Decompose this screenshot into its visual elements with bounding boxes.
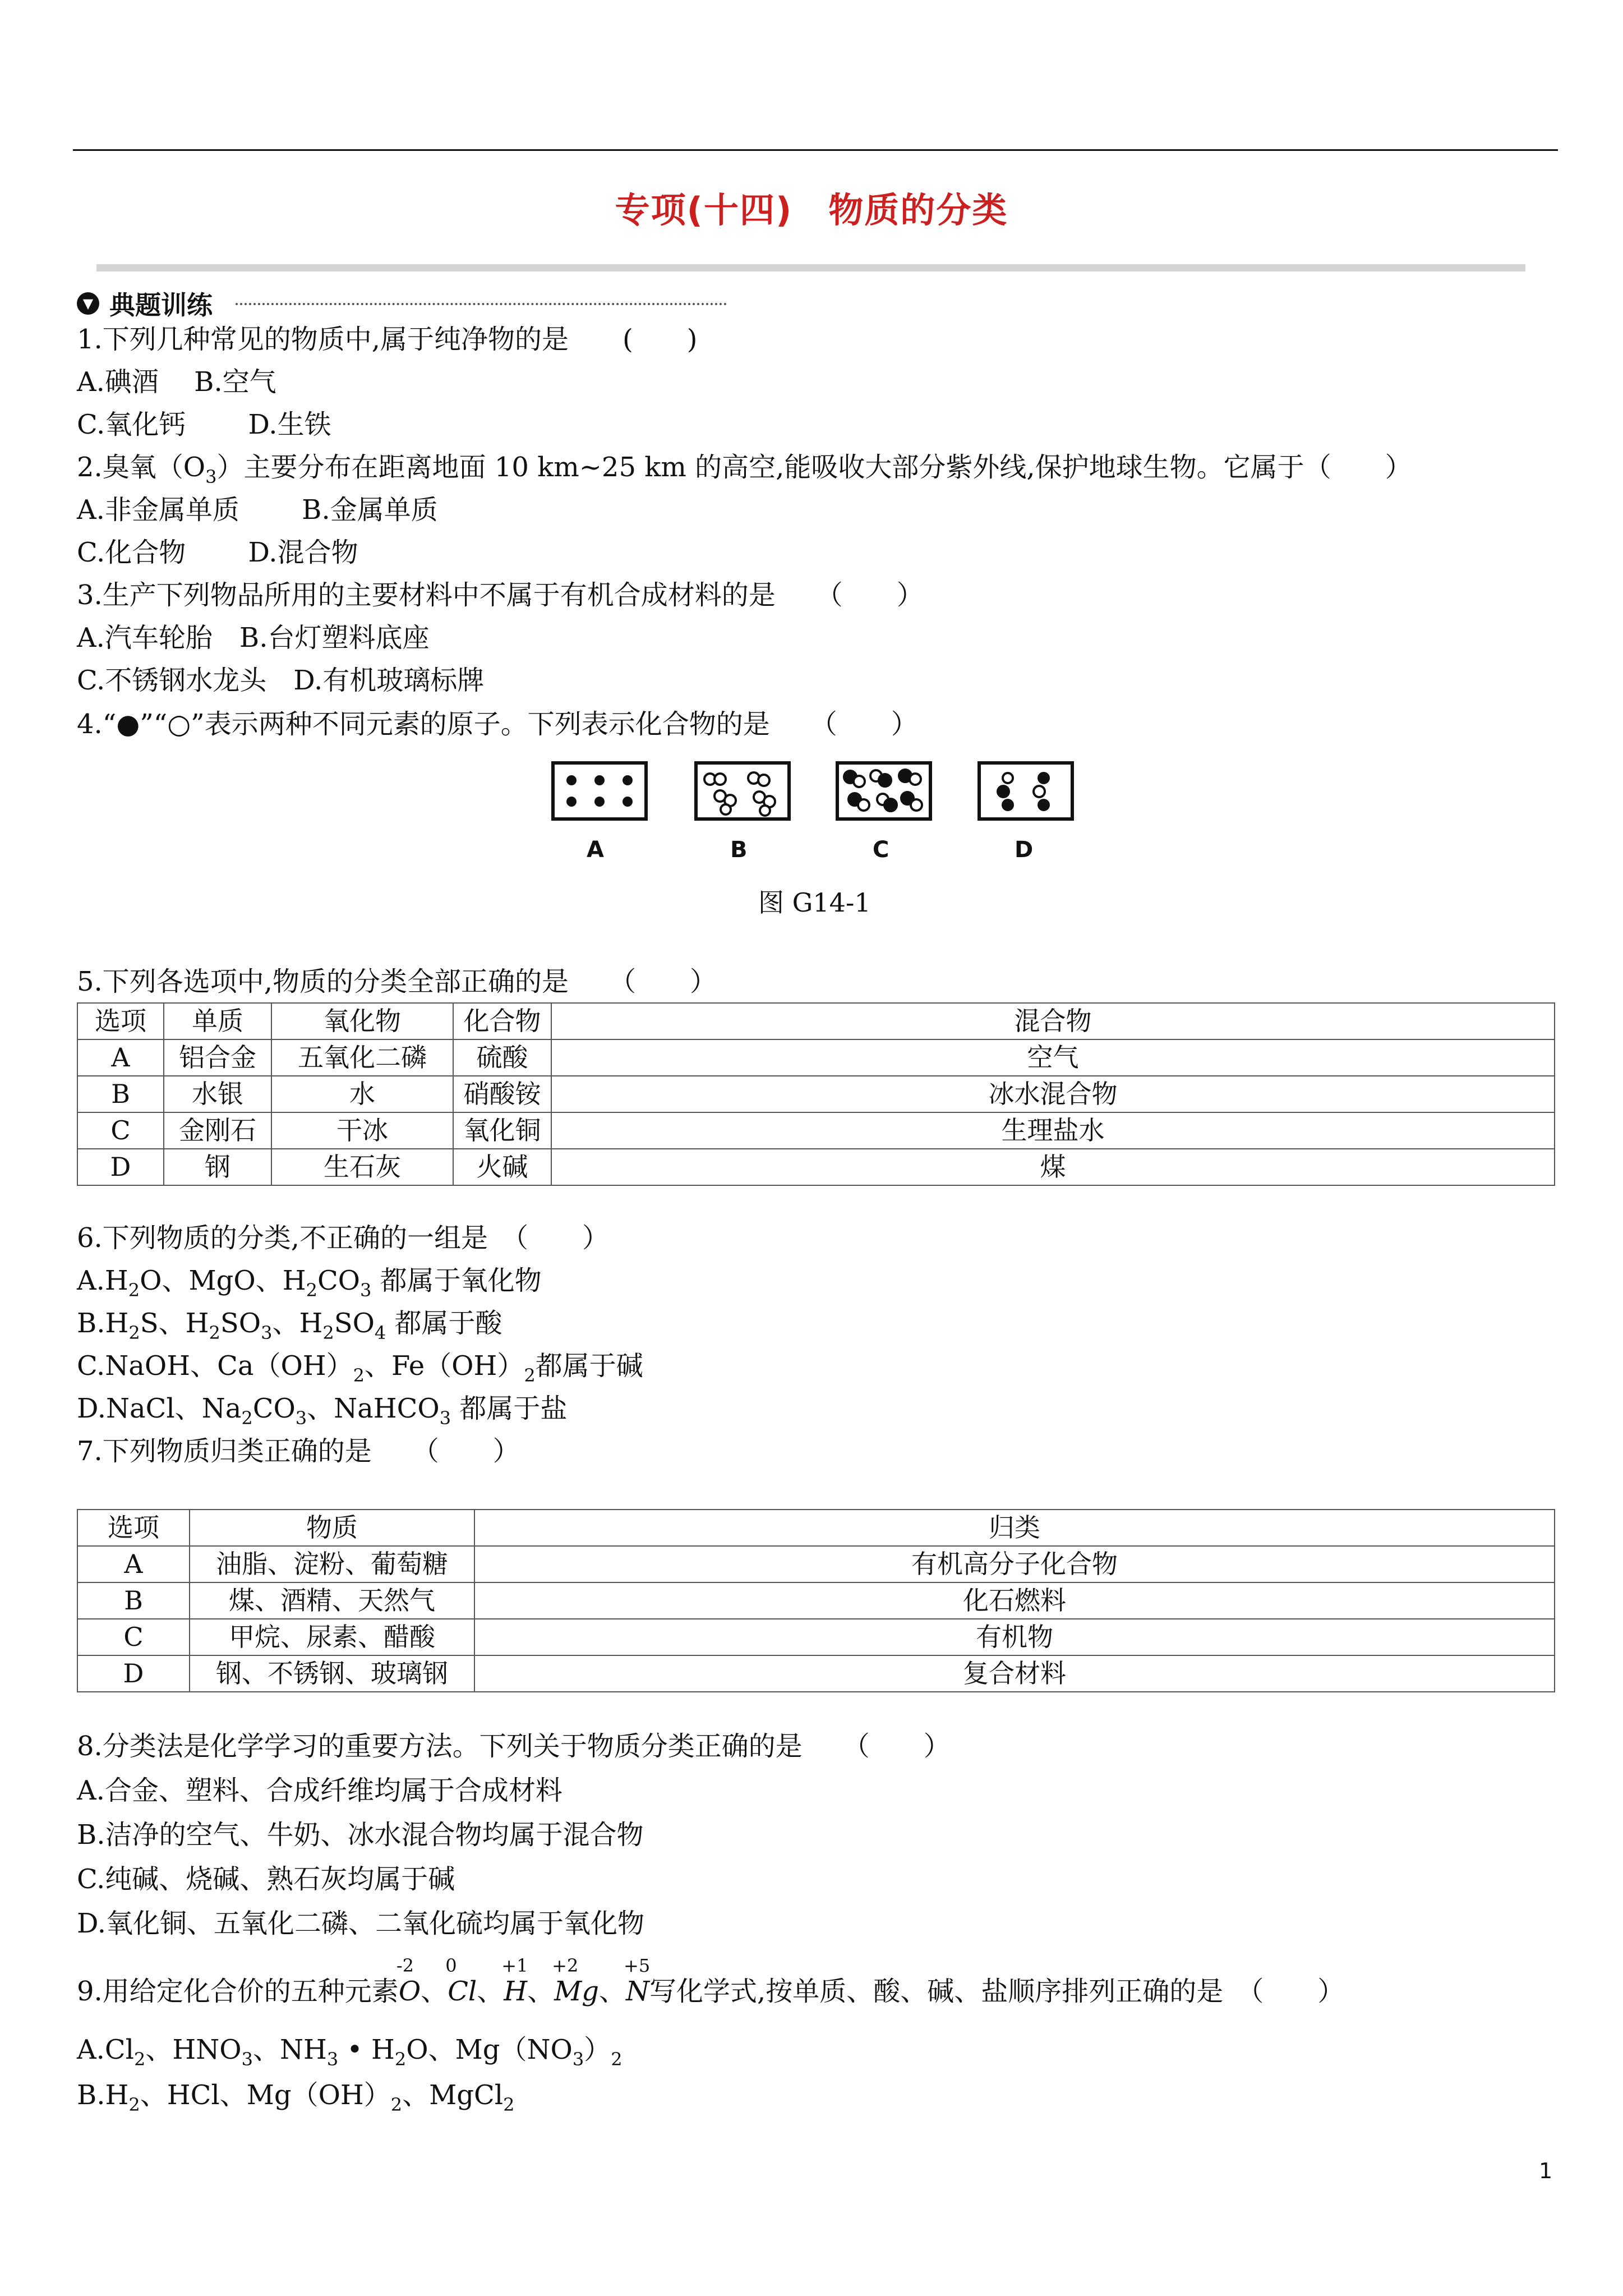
section-label: 典题训练 <box>109 290 213 320</box>
option-label-b: B <box>730 837 748 863</box>
table-cell: 铝合金 <box>164 1039 271 1076</box>
triangle-down-icon: ▼ <box>77 292 99 315</box>
page-number: 1 <box>1539 2159 1553 2183</box>
q8-option-b: B.洁净的空气、牛奶、冰水混合物均属于混合物 <box>77 1819 644 1851</box>
table-cell: 火碱 <box>453 1149 551 1185</box>
table-row <box>77 1619 1555 1655</box>
molecule-box-d <box>978 761 1074 821</box>
q5-table <box>77 1002 1555 1186</box>
option-label-c: C <box>873 837 889 863</box>
table-cell: 硝酸铵 <box>453 1076 551 1112</box>
table-cell: D <box>77 1149 164 1185</box>
q6-option-a: $A.H_2O$、MgO、$H_2CO_3$ 都属于氧化物 <box>77 1265 542 1301</box>
table-row <box>77 1655 1555 1692</box>
header-cell: 单质 <box>164 1003 271 1039</box>
table-cell: 钢、不锈钢、玻璃钢 <box>190 1655 474 1692</box>
header-cell: 物质 <box>190 1510 474 1546</box>
q9-stem: 9.用给定化合价的五种元素 -2 O、 0 Cl、 +1 H、 +2 Mg、 +5 N写化学式,按单质、酸、碱、盐顺序排列正确的是 （ ） <box>77 1955 1345 2007</box>
q8-option-a: A.合金、塑料、合成纤维均属于合成材料 <box>77 1775 562 1806</box>
q8-option-d: D.氧化铜、五氧化二磷、二氧化硫均属于氧化物 <box>77 1908 645 1939</box>
dotted-rule <box>236 303 727 305</box>
table-row <box>77 1112 1555 1149</box>
table-cell: 生理盐水 <box>551 1112 1555 1149</box>
table-cell: 水银 <box>164 1076 271 1112</box>
q6-option-c: C.NaOH、$Ca(OH)_2$、$Fe(OH)_2$都属于碱 <box>77 1350 643 1386</box>
q8-stem: 8.分类法是化学学习的重要方法。下列关于物质分类正确的是 （ ） <box>77 1731 951 1762</box>
q7-stem: 7.下列物质归类正确的是 （ ） <box>77 1435 520 1467</box>
table-row <box>77 1149 1555 1185</box>
section-header <box>77 287 213 320</box>
table-cell: 硫酸 <box>453 1039 551 1076</box>
q4-stem: 4.“●”“○”表示两种不同元素的原子。下列表示化合物的是 （ ） <box>77 708 918 740</box>
molecule-diagram-a <box>555 765 644 817</box>
q8-option-c: C.纯碱、烧碱、熟石灰均属于碱 <box>77 1864 455 1895</box>
table-row <box>77 1582 1555 1619</box>
q5-stem: 5.下列各选项中,物质的分类全部正确的是 （ ） <box>77 966 717 997</box>
q2-options-cd: C.化合物 D.混合物 <box>77 537 358 568</box>
table-cell: 油脂、淀粉、葡萄糖 <box>190 1546 474 1582</box>
table-cell: D <box>77 1655 190 1692</box>
table-cell: 金刚石 <box>164 1112 271 1149</box>
table-cell: A <box>77 1546 190 1582</box>
molecule-diagram-b <box>698 765 787 817</box>
table-cell: 氧化铜 <box>453 1112 551 1149</box>
table-cell: 复合材料 <box>474 1655 1555 1692</box>
table-cell: 有机高分子化合物 <box>474 1546 1555 1582</box>
table-cell: C <box>77 1619 190 1655</box>
table-row <box>77 1076 1555 1112</box>
element-cl: 0 Cl <box>445 1955 477 2007</box>
molecule-diagram-d <box>981 765 1071 817</box>
header-cell: 归类 <box>474 1510 1555 1546</box>
q1-options-cd: C.氧化钙 D.生铁 <box>77 409 331 440</box>
q2-stem: 2.臭氧$(O_3)$主要分布在距离地面 10 km~25 km 的高空,能吸收大部分紫外线,保护地球生物。它属于（ ） <box>77 452 1412 487</box>
element-n: +5 N <box>624 1955 651 2007</box>
header-cell: 混合物 <box>551 1003 1555 1039</box>
table-cell: 干冰 <box>271 1112 453 1149</box>
table-cell: 煤、酒精、天然气 <box>190 1582 474 1619</box>
table-cell: 有机物 <box>474 1619 1555 1655</box>
table-row <box>77 1546 1555 1582</box>
table-header-row <box>77 1003 1555 1039</box>
q1-options-ab: A.碘酒 B.空气 <box>77 366 276 398</box>
header-cell: 氧化物 <box>271 1003 453 1039</box>
q6-option-d: D.NaCl、$Na_2CO_3$、NaHCO$_3$ 都属于盐 <box>77 1393 568 1429</box>
q1-stem: 1.下列几种常见的物质中,属于纯净物的是 ( ) <box>77 324 698 355</box>
table-cell: 冰水混合物 <box>551 1076 1555 1112</box>
option-label-d: D <box>1015 837 1034 863</box>
q3-options-ab: A.汽车轮胎 B.台灯塑料底座 <box>77 622 430 654</box>
molecule-box-c <box>836 761 932 821</box>
table-cell: 化石燃料 <box>474 1582 1555 1619</box>
q6-option-b: $B.H_2S$、$H_2SO_3$、$H_2SO_4$ 都属于酸 <box>77 1308 502 1343</box>
q6-stem: 6.下列物质的分类,不正确的一组是 （ ） <box>77 1222 610 1254</box>
page-title: 专项(十四) 物质的分类 <box>615 190 1008 231</box>
table-cell: 煤 <box>551 1149 1555 1185</box>
q2-options-ab: A.非金属单质 B.金属单质 <box>77 494 438 526</box>
table-cell: 空气 <box>551 1039 1555 1076</box>
table-cell: 水 <box>271 1076 453 1112</box>
q9-option-a: $A.Cl_2$、$HNO_3$、$NH_3$ • $H_2O$、$Mg(NO_3)_2$ <box>77 2034 623 2070</box>
element-o: -2 O <box>396 1955 421 2007</box>
q3-stem: 3.生产下列物品所用的主要材料中不属于有机合成材料的是 （ ） <box>77 579 924 611</box>
table-cell: 甲烷、尿素、醋酸 <box>190 1619 474 1655</box>
top-rule <box>73 149 1558 151</box>
table-cell: B <box>77 1076 164 1112</box>
molecule-diagram-c <box>839 765 929 817</box>
table-cell: C <box>77 1112 164 1149</box>
table-cell: B <box>77 1582 190 1619</box>
header-cell: 选项 <box>77 1003 164 1039</box>
table-cell: 五氧化二磷 <box>271 1039 453 1076</box>
table-cell: 生石灰 <box>271 1149 453 1185</box>
table-cell: 钢 <box>164 1149 271 1185</box>
table-row <box>77 1039 1555 1076</box>
q9-option-b: $B.H_2$、HCl、$Mg(OH)_2$、MgCl$_2$ <box>77 2079 515 2115</box>
molecule-box-b <box>694 761 791 821</box>
table-cell: A <box>77 1039 164 1076</box>
figure-caption: 图 G14-1 <box>758 887 871 918</box>
header-cell: 化合物 <box>453 1003 551 1039</box>
q3-options-cd: C.不锈钢水龙头 D.有机玻璃标牌 <box>77 665 485 696</box>
title-underline-bar <box>96 264 1525 272</box>
molecule-box-a <box>551 761 648 821</box>
header-cell: 选项 <box>77 1510 190 1546</box>
q7-table <box>77 1509 1555 1692</box>
element-mg: +2 Mg <box>552 1955 600 2007</box>
element-h: +1 H <box>501 1955 528 2007</box>
option-label-a: A <box>587 837 604 863</box>
table-header-row <box>77 1510 1555 1546</box>
